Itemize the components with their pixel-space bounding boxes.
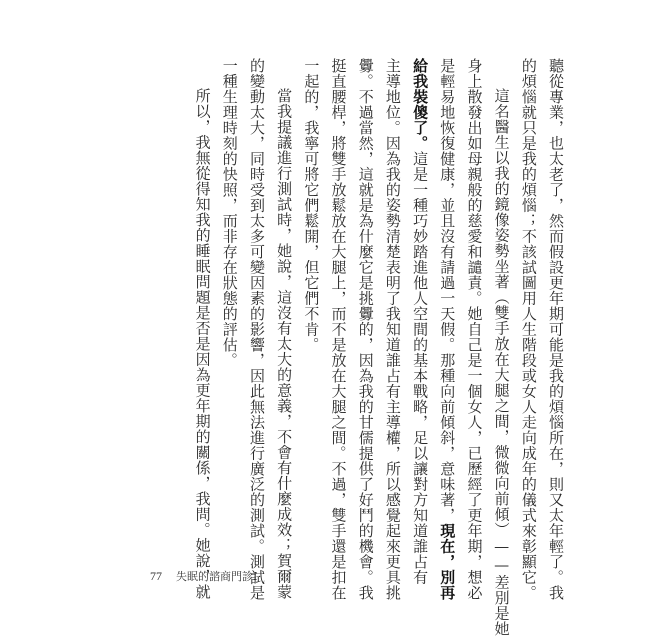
text-column xyxy=(356,58,375,601)
text-column xyxy=(492,58,511,637)
text-line: 挺直腰桿，將雙手放鬆放在大腿上，而不是放在大腿之間。不過，雙手還是扣在 xyxy=(329,58,348,601)
text-line: 的煩惱就只是我的煩惱；不該試圖用人生階段或女人走向成年的儀式來彰顯它。 xyxy=(519,58,538,601)
text-line: 是輕易地恢復健康，並且沒有請過一天假。那種向前傾斜，意味著， xyxy=(438,58,457,523)
text-column xyxy=(438,58,457,601)
text-column xyxy=(221,58,239,518)
text-line: 所以，我無從得知我的睡眠問題是否是因為更年期的關係，我問。她說，就 xyxy=(193,88,212,600)
text-column xyxy=(275,58,294,600)
text-column xyxy=(465,58,484,601)
text-column xyxy=(302,58,320,518)
text-line: 一種生理時刻的快照，而非存在狀態的評估。 xyxy=(220,58,239,368)
text-line: 釁。不過當然，這就是為什麼它是挑釁的，因為我的甘儒提供了好鬥的機會。我 xyxy=(356,58,375,601)
text-line: 身上散發出如母親般的慈愛和譴責。她自己是一個女人，已歷經了更年期，想必 xyxy=(465,58,484,601)
text-column xyxy=(383,58,402,601)
bold-phrase: 現在，別再 xyxy=(438,523,457,601)
page-number: 77 xyxy=(150,569,162,583)
text-column xyxy=(329,58,348,601)
bold-phrase: 給我裝傻了。 xyxy=(411,58,430,151)
text-line: 這名醫生以我的鏡像姿勢坐著（雙手放在大腿之間，微微向前傾）——差別是她 xyxy=(492,88,511,637)
text-line: 這是一種巧妙踏進他人空間的基本戰略，足以讓對方知道誰占有 xyxy=(411,151,430,585)
text-column xyxy=(519,58,538,601)
text-line: 聽從專業，也太老了，然而假設更年期可能是我的煩惱所在，則又太年輕了。我 xyxy=(547,58,565,601)
text-line: 一起的，我寧可將它們鬆開，但它們不肯。 xyxy=(302,58,321,353)
text-line: 的變動太大，同時受到太多可變因素的影響，因此無法進行廣泛的測試。測試是 xyxy=(247,58,266,601)
text-line: 主導地位。因為我的姿勢清楚表明了我知道誰占有主導權，所以感覺起來更具挑 xyxy=(383,58,402,601)
text-column xyxy=(193,58,212,600)
text-column xyxy=(247,58,266,601)
text-line: 當我提議進行測試時，她說，這沒有太大的意義，不會有什麼成效；賀爾蒙 xyxy=(275,88,294,600)
text-column xyxy=(547,58,565,601)
running-title: 失眠的諮商門診I xyxy=(176,570,258,583)
page-footer xyxy=(150,568,257,584)
text-column xyxy=(411,58,430,585)
